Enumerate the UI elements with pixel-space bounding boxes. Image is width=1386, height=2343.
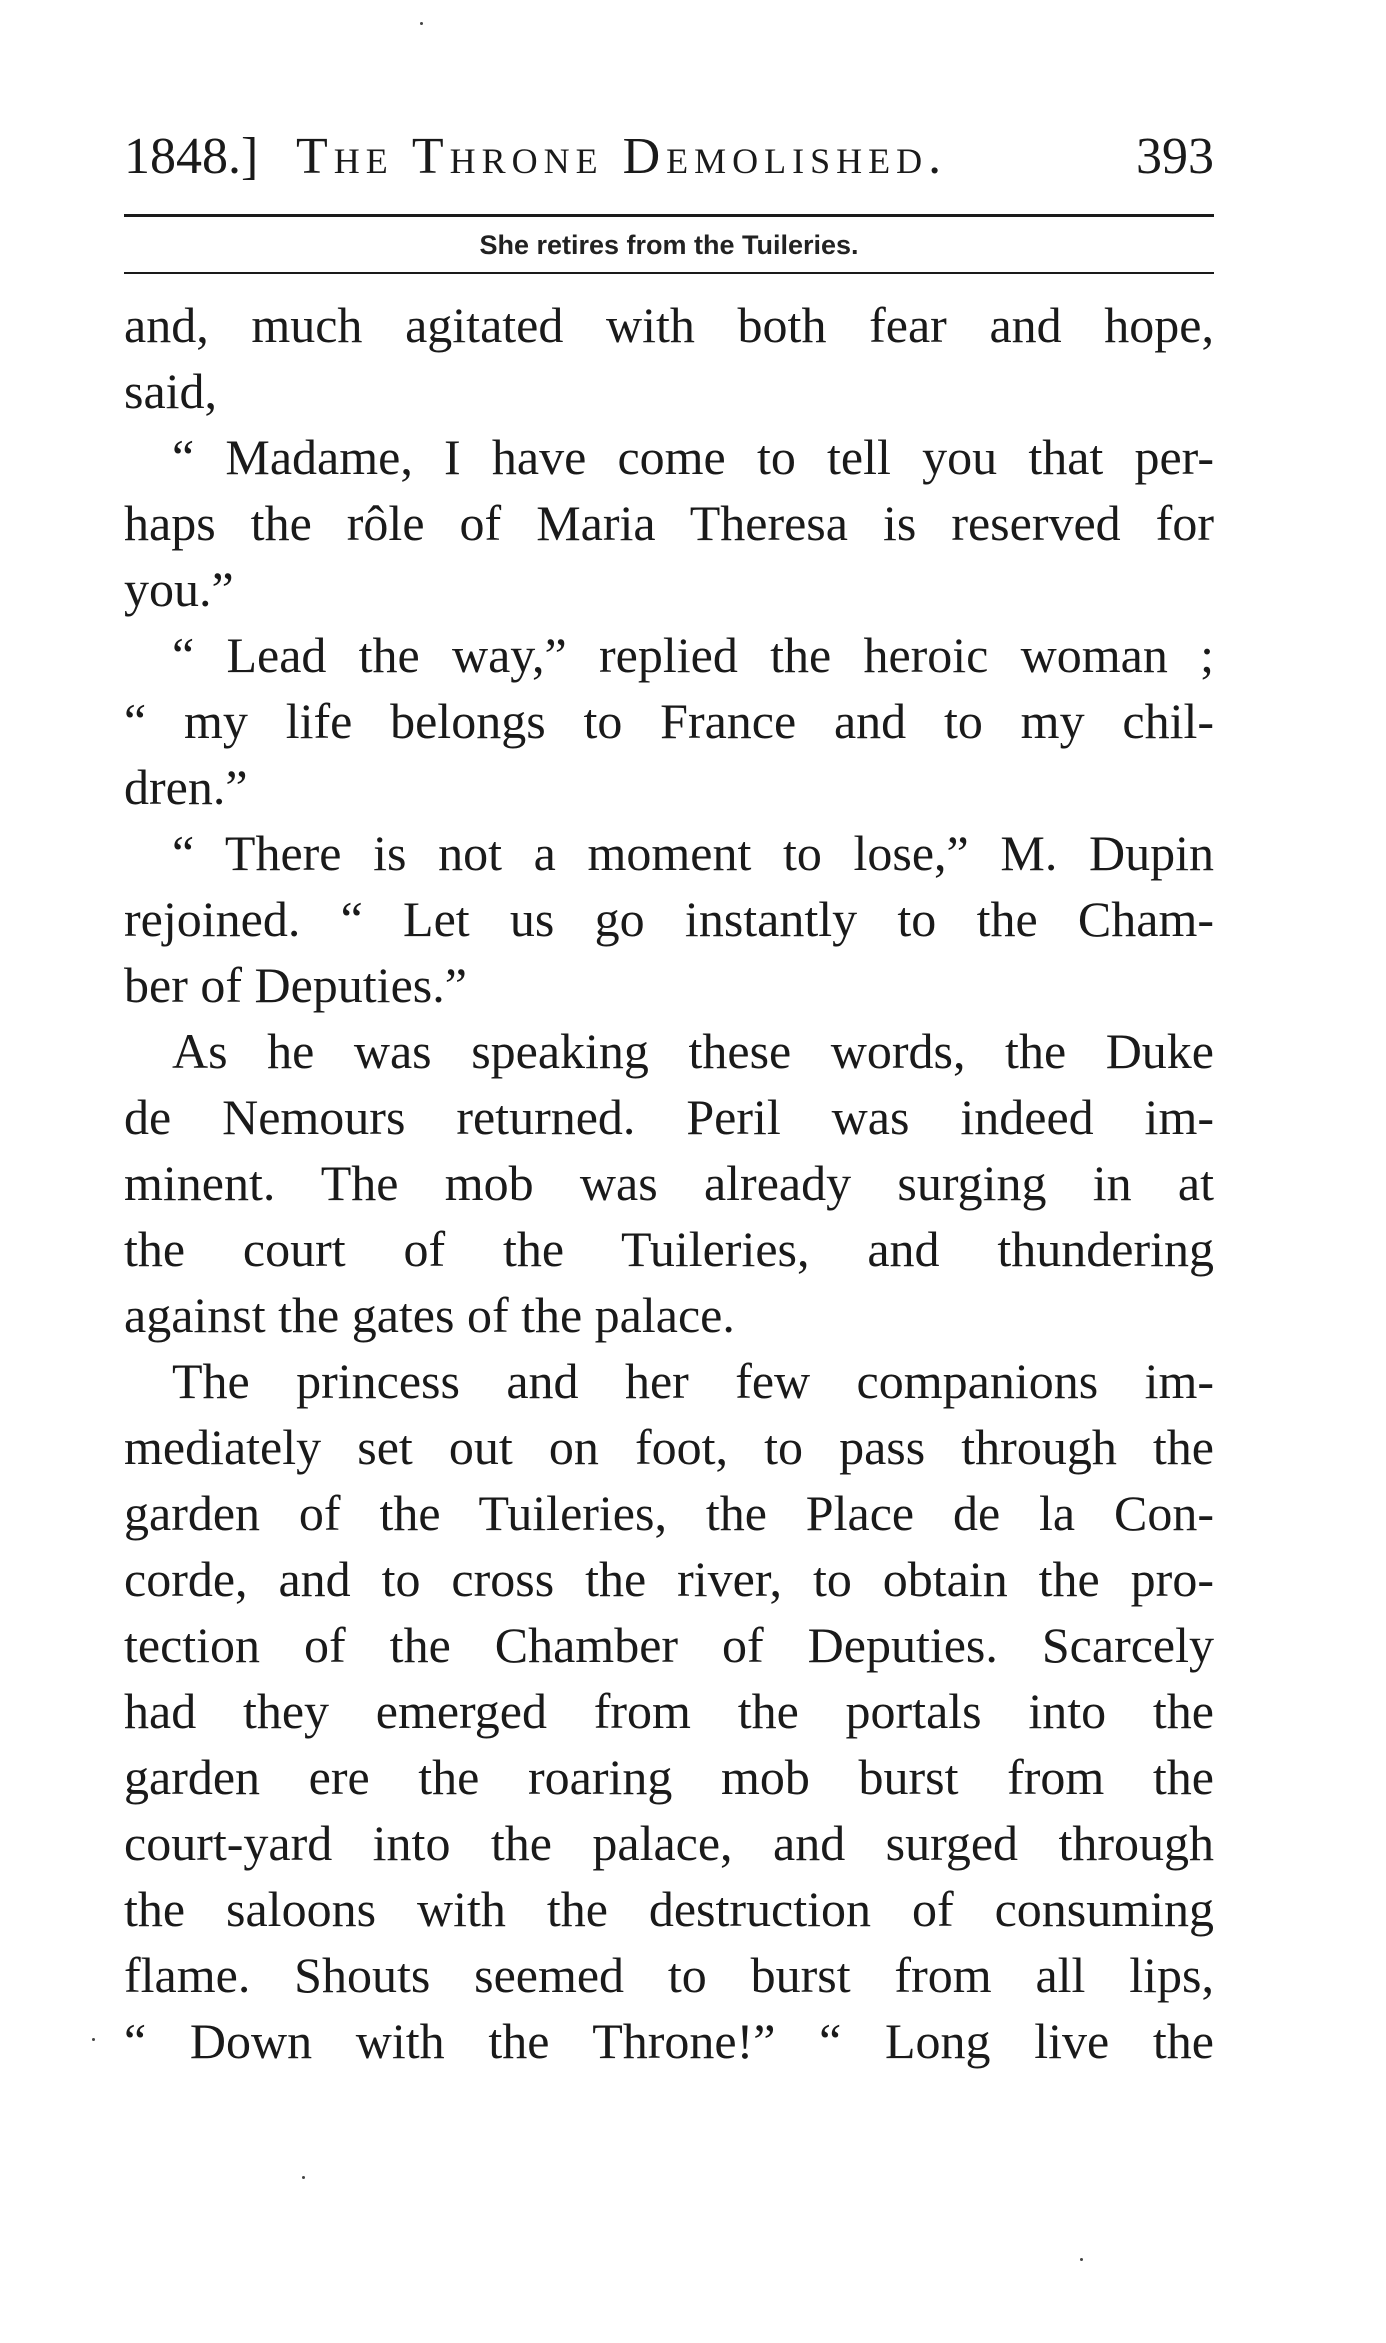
text-line: de Nemours returned. Peril was indeed im- xyxy=(124,1089,1214,1145)
text-line: The princess and her few companions im- xyxy=(172,1353,1214,1409)
text-line: court-yard into the palace, and surged through xyxy=(124,1815,1214,1871)
text-line: minent. The mob was already surging in at xyxy=(124,1155,1214,1211)
page-number: 393 xyxy=(1136,128,1214,185)
print-speck xyxy=(420,22,423,25)
text-line: the saloons with the destruction of consuming xyxy=(124,1881,1214,1937)
print-speck xyxy=(1080,2258,1083,2261)
print-speck xyxy=(92,2038,95,2041)
text-line: had they emerged from the portals into the xyxy=(124,1683,1214,1739)
text-line: As he was speaking these words, the Duke xyxy=(172,1023,1214,1079)
text-line: against the gates of the palace. xyxy=(124,1287,735,1343)
text-line: “ There is not a moment to lose,” M. Dupin xyxy=(172,825,1214,881)
text-line: “ Lead the way,” replied the heroic woman ; xyxy=(172,627,1214,683)
text-line: garden of the Tuileries, the Place de la Con- xyxy=(124,1485,1214,1541)
text-line: corde, and to cross the river, to obtain the pro- xyxy=(124,1551,1214,1607)
text-line: “ my life belongs to France and to my chil- xyxy=(124,693,1214,749)
text-line: rejoined. “ Let us go instantly to the Cham- xyxy=(124,891,1214,947)
print-speck xyxy=(302,2176,305,2179)
text-line: and, much agitated with both fear and hope, xyxy=(124,297,1214,353)
header-rule-top xyxy=(124,214,1214,217)
text-line: mediately set out on foot, to pass through the xyxy=(124,1419,1214,1475)
text-line: ber of Deputies.” xyxy=(124,957,467,1013)
text-line: haps the rôle of Maria Theresa is reserved for xyxy=(124,495,1214,551)
text-line: “ Down with the Throne!” “ Long live the xyxy=(124,2013,1214,2069)
running-head xyxy=(124,122,1214,192)
text-line: said, xyxy=(124,363,218,419)
side-note: She retires from the Tuileries. xyxy=(479,230,859,260)
text-line: flame. Shouts seemed to burst from all lips, xyxy=(124,1947,1214,2003)
text-line: dren.” xyxy=(124,759,248,815)
header-rule-bottom xyxy=(124,272,1214,274)
text-line: tection of the Chamber of Deputies. Scarcely xyxy=(124,1617,1214,1673)
body-text xyxy=(124,292,1214,2074)
text-line: the court of the Tuileries, and thundering xyxy=(124,1221,1214,1277)
text-line: garden ere the roaring mob burst from the xyxy=(124,1749,1214,1805)
text-line: “ Madame, I have come to tell you that per- xyxy=(172,429,1214,485)
text-line: you.” xyxy=(124,561,234,617)
running-head-year: 1848.] xyxy=(124,128,259,185)
running-head-title: The Throne Demolished. xyxy=(296,128,948,185)
